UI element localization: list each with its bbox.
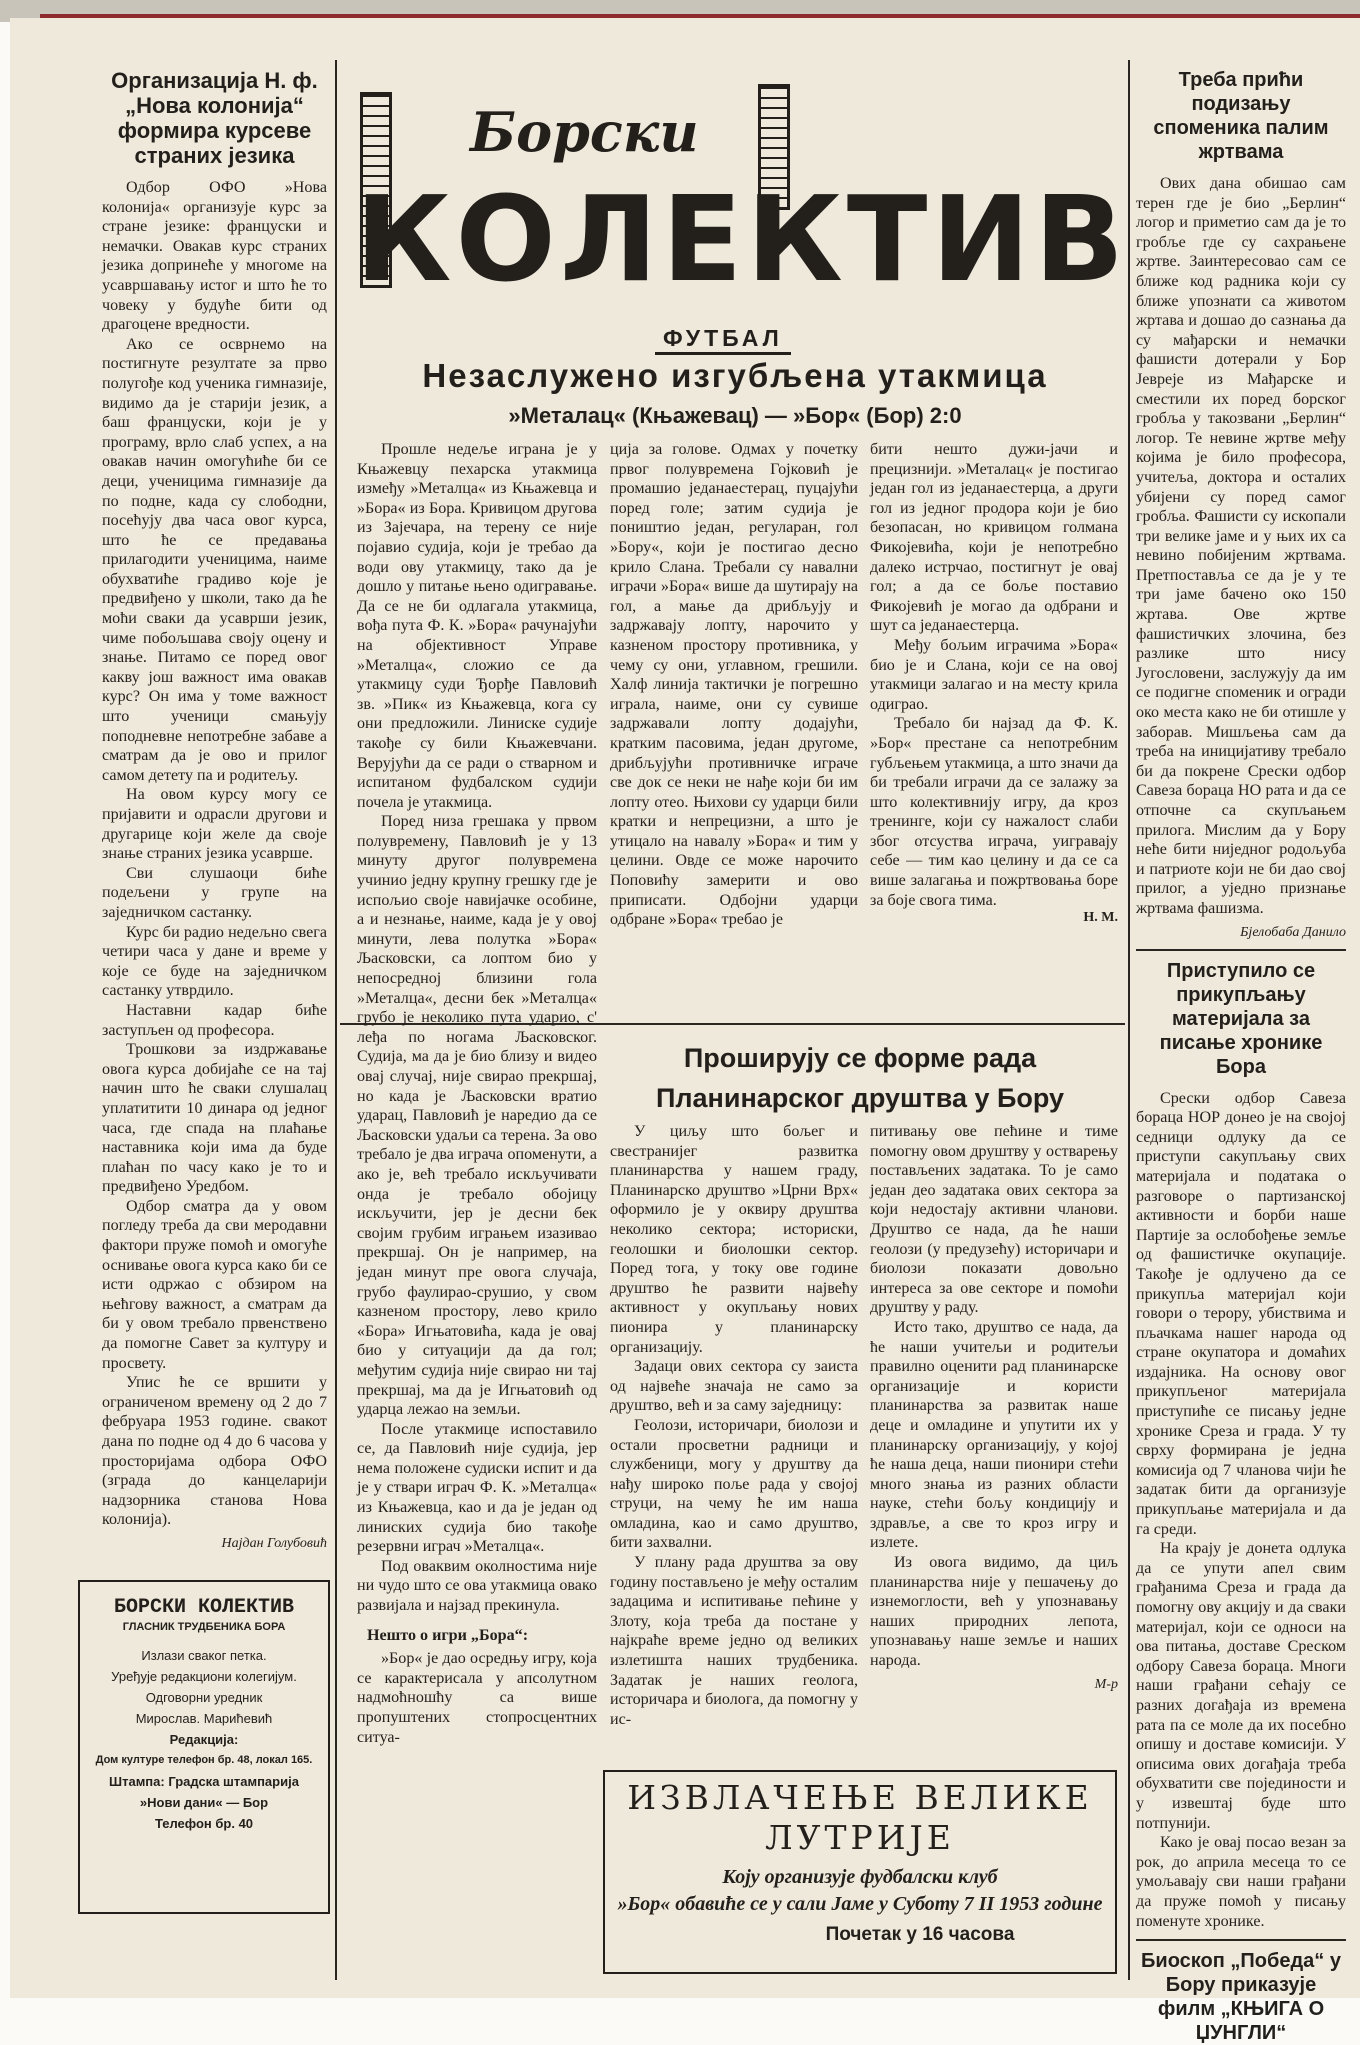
football-column-3 [870,440,1118,1015]
left-article-headline: Организација Н. ф. „Нова колонија“ формира курсеве страних језика [111,68,318,168]
lottery-start-time: Почетак у 16 часова [825,1924,1015,1945]
paragraph: У плану рада друштва за ову годину постављено је међу осталим задацима и испитивање пећине у Злоту, која треба да постане у најкраће време једно од великих излетишта наших трудбеника. Задатак је наших геолога, историчара и биолога, да помогну у ис- [610,1554,858,1728]
paragraph: Међу бољим играчима »Бора« био је и Слана, који се на овој утакмици залагао и на месту крила одиграо. [870,636,1118,713]
paragraph: У циљу што бољег и свестранијег развитка планинарства у нашем граду, Планинарско друштво »Црни Врх« оформило је у оквиру друштва неколико сектора; историски, геолошки и биолошки сектор. Поред тога, у току ове године друштво ће развити највећу активност у окупљању нових пионира у планинарску организацију. [610,1123,858,1356]
paragraph: После утакмице испоставило се, да Павловић није судија, јер нема положене судиски испит и да је у ствари играч Ф. К. »Металца« из Књажевца, као и да је један од линиских судија био такође резервни играч »Металца«. [357,1420,597,1556]
paragraph: Срески одбор Савеза бораца НОР донео је на својој седници одлуку да се приступи сакупљању свих материјала и података о разговоре о партизанској активности и борби наше Партије за ослобођење земље од фашистичке окупације. Такође је одлучено да се прикупља материјал који говори о терору, убиствима и пљачкама нашег народа од стране окупатора и домаћих издајника. На основу овог прикупљеног материјала приступиће се писању једне хронике Среза и града. У ту сврху формирана је једна комисија од 7 чланова чији ће задатак бити да организује прикупљање материјала и да га среди. [1136,1089,1346,1538]
imprint-line: Излази сваког петка. [141,1648,267,1663]
column-rule [335,60,337,1980]
paragraph: Ако се осврнемо на постигнуте резултате за прво полугође код ученика гимназије, видимо да је старији језик, а баш француски, који је у програму, врло слаб успех, а на овакав начин омогућиће би се деци, ученицима гимназије да по подне, када су слободни, посећују два часа овог курса, што ће се предавања прилагодити ученицима, наиме обухватиће градиво које је предвиђено у школи, тако да ће моћи свaки да усаврши језик, чиме побољшава своју оцену и знање. Питамо се поред овог какву још важност има овакав курс? Он има у томе важност што ученици смањују поподневне непотребне забаве а сматрам да је ово и прилог самом детету па и родитељу. [102,335,327,784]
byline: М-р [1094,1676,1118,1692]
masthead-title: КОЛЕКТИВ [355,170,1129,308]
lottery-announcement [603,1770,1117,1974]
byline: Бјелобаба Данило [1240,924,1346,940]
paragraph: Одбор ОФО »Нова колонија« организује курс за стране језике: француски и немачки. Овакав курс страних језика допринеће у многоме на усавршавању истог и што ће то човеку у будуће бити од драгоцене вредности. [102,179,327,334]
imprint-subtitle: ГЛАСНИК ТРУДБЕНИКА БОРА [122,1621,286,1633]
football-headline: Незаслужено изгубљена утакмица [422,357,1048,394]
paragraph: Како је овај посао везан за рок, до априла месеца то се умољавају сви наши грађани да пруже помоћ у писању поменуте хронике. [1136,1834,1346,1930]
monument-headline: Треба прићи подизању споменика палим жртвама [1153,69,1329,163]
paragraph: Ових дана обишао сам терен где је био „Берлин“ логор и приметио сам да је то гробље где су сахрањене жртве. Заинтересовао сам се ближе код радника који су ближе упознати са животом жртава и дошао до сазнања да су мађарски и немачки фашисти дотерали у Бор Јевреје из Мађарске и сместили их поред борског гробља у такозвани „Берлин“ логор. Те невине жртве међу којима је било професора, учитеља, доктора и осталих убијени су поред самог гробља. Фашисти су ископали три велике јаме и у њих их са невино побијеним жртвама. Претпоставља се да је у те три јаме бачено око 150 жртава. Ове жртве фашистичких злочина, без разлике што нису Југословени, заслужују да им се подигне споменик и огради око места како не би отишле у заборав. Мишљења сам да треба на иницијативу требало би да покрене Срески одбор Савеза бораца НО рата и да се отпочне са скупљањем прилога. Мислим да у Бору неће бити ниједног родољуба и патриоте који не би дао свој прилог, а уједно признање жртвама фашизма. [1136,175,1346,917]
masthead-small: Борски [470,100,699,164]
cinema-notice: Биоскоп „Победа“ у Бору приказује филм „КЊИГА О ЏУНГЛИ“ [1141,1950,1341,2045]
paragraph: бити нешто дужи-јачи и прецизнији. »Металац« је постигао један гол из једанаестерца, а други гол из једног продора који је био безопасан, но кривицом голмана Фикојевића, који је непотребно далеко истрчао, постигнут је овај гол; а да се боље поставио Фикојевић је могао да одбрани и шут са једанаестерца. [870,441,1118,635]
paragraph: ција за голове. Одмах у почетку првог полувремена Гојковић је промашио једанаестерац, пуцајући поред голе; затим судија је поништио један, регуларан, гол »Бору«, који је постигао десно крило Слана. Требали су навални играчи »Бора« више да шутирају на гол, а мање да дрибљују и задржавају лопту, нарочито у казненом простору противника, у чему су они, углавном, грешили. Халф линија тактички је погрешно играла, наиме, они су сувише задржавали лопту додајући, кратким пасовима, један другоме, дрибљујући противничке играче све док се неки не нађе који би им лопту отео. Њихови су ударци били кратки и непрецизни, а што је утицало на навалу »Бора« и тим у целини. Овде се може нарочито Поповићу замерити и ово приписати. Одбојни ударци одбране »Бора« требао је [610,441,858,929]
section-rule [1136,949,1346,951]
left-article [102,68,327,1668]
imprint-box [78,1580,330,1914]
hiking-column-2 [870,1122,1118,1762]
hiking-column-1 [610,1122,858,1762]
paragraph: питивању ове пећине и тиме помогну овом друштву у остварењу постављених задатака. То је само један део задатака ових сектора за који недостају активни чланови. Друштво се нада, да ће наши геолози (у предузећу) историчари и биолози показати довољно интереса за ове секторе и помоћи друштву у раду. [870,1123,1118,1317]
imprint-line: Одговорни уредник [145,1690,263,1705]
lottery-line: Коју организује фудбалски клуб [722,1866,998,1888]
lottery-title: ИЗВЛАЧЕЊЕ ВЕЛИКЕ ЛУТРИЈЕ [627,1778,1093,1857]
imprint-line: »Нови дани« — Бор [139,1795,269,1810]
paragraph: »Бор« је дао осредњу игру, која се карактерисала у апсолутном надмоћношћу са више пропуштених стопросцентних ситуа- [357,1650,597,1746]
paragraph: Задаци ових сектора су заиста од највеће значаја не само за друштво, већ и за саму заједницу: [610,1358,858,1415]
subheading: Нешто о игри „Бора“: [367,1626,529,1644]
paragraph: Наставни кадар биће заступљен од професора. [102,1001,327,1039]
byline: Н. М. [1083,910,1118,926]
football-column-2 [610,440,858,1015]
football-column-1 [357,440,597,2000]
paragraph: Упис ће се вршити у ограниченом времену од 2 до 7 фебруара 1953 године. свакот дана по подне од 4 до 6 часова у просторијама одбора ОФО (зграда до канцеларији надзорника станова Нова колонија). [102,1374,327,1529]
imprint-line: Мирослав. Марићевић [135,1711,273,1726]
right-column [1136,68,1346,2045]
imprint-line: Редакција: [169,1732,239,1747]
paragraph: Геолози, историчари, биолози и остали просветни радници и службеници, могу у друштву да нађу широко поље рада у својој струци, на чему ће им наша омладина, као и само друштво, бити захвални. [610,1416,858,1552]
paragraph: Курс би радио недељно свега четири часа у дане и време у које се буде на заједничком састанку утврдило. [102,923,327,1000]
chronicle-headline: Приступило се прикупљању материјала за писање хронике Бора [1159,959,1323,1078]
imprint-line: Уређује редакциони колегијум. [111,1669,297,1684]
byline: Најдан Голубовић [221,1535,327,1551]
paragraph: Под оваквим околностима није ни чудо што се ова утакмица овако развијала и најзад прекинула. [357,1557,597,1615]
paragraph: Трошкови за издржавање овога курса добијаће се на тај начин што ће сваки слушалац уплатитити 10 динара од једног часа, где спада на плаћање наставника који има да буде плаћан по часу како је то и предвиђено Уредбом. [102,1041,327,1196]
section-rule [1136,1939,1346,1941]
paragraph: Требало би најзад да Ф. К. »Бор« престане са непотребним губљењем утакмица, а што значи да би требали играчи да се залажу за што колективнију игру, да кроз тренинге, који су нажалост слаби због отсуства играча, уигравају себе — тим као целину и да се са више залагања и пожртвовања боре за боје свога тима. [870,715,1118,909]
column-rule [1128,60,1130,1980]
section-label: ФУТБАЛ [655,325,791,355]
paragraph: Поред низа грешака у првом полувремену, Павловић је у 13 минуту другог полувремена учинио једну крупну грешку где је испољио своје навијачке особине, а и незнање, наиме, када је у овој минути, лева полутка »Бора« Љасковски, са лоптом био у непосредној близини гола »Металца«, десни бек »Металца« грубо је неколико пута ударио, с' леђа по ногама Љасковског. Судија, ма да је био близу и видео овај случај, није свирао прекршај, но када је Љасковски вратио ударац, Павловић је наредио да се Љасковски удаљи са терена. За ово требало је два играча опоменути, а ако је, већ требало искључивати онда је требало обојицу искључити, јер је десни бек својим грубим играњем изазивао прекршај. Он је например, на један минут пре овога случаја, грубо фаулирао-срушио, у свом казненом простору, лево крило «Бора» Игњатовића, када је овај био у ситуацији да да гол; међутим судија није свирао ни тај прекршај, ма да је Игњатовић од ударца лежао на земљи. [357,813,597,1419]
imprint-line: Дом културе телефон бр. 48, локал 165. [95,1754,313,1766]
paragraph: Из овога видимо, да циљ планинарства није у пешачењу до изнемоглости, већ у упознавању наших природних лепота, упознавању наше земље и наших народа. [870,1554,1118,1670]
paragraph: Одбор сматра да у овом погледу треба да сви меродавни фактори пруже помоћ и омогуће оснивање овога курса како би се исти одржао с обзиром на њећгову важност, а сматрам да би у овом требало првенствено да помогне Савет за културу и просвету. [102,1197,327,1372]
paragraph: На крају је донета одлука да се упути апел свим грађанима Среза и града да помогну ову акцију и да сваки материјал, који се односи на ова питања, доставе Среском одбору Савеза бораца. Многи наши грађани сећају се разних догађаја из времена рата па се моле да их посебно опишу и доставе комисији. У описима ових догађаја треба обухватити све појединости и у извештај буде што потпунији. [1136,1540,1346,1832]
paragraph: Прошле недеље играна је у Књажевцу пехарска утакмица између »Металца« из Књажевца и »Бора« из Бора. Кривицом другова из Зајечара, на терену се није појавио судија, који је требао да води ову утакмицу, тако да је дошло у питање њено одигравање. Да се не би одлагала утакмица, вођа пута Ф. К. »Бора« рачунајући на објективност Управе »Металца«, сложио се да утакмицу суди Ђорђе Павловић зв. »Пик« из Књажевца, кога су они предложили. Линиске судије такође су били Књажевчани. Верујући да се ради о стварном и испитаном фудбалском судији почела је утакмица. [357,441,597,811]
imprint-line: Штампа: Градска штампарија [109,1774,299,1789]
hiking-headline: Проширују се форме рада Планинарског друштва у Бору [655,1043,1065,1113]
paragraph: На овом курсу могу се пријавити и одрасли другови и другарице који желе да своје знање страних језика усаврше. [102,786,327,863]
lottery-line: »Бор« обавиће се у сали Јаме у Суботу 7 II 1953 године [617,1893,1103,1915]
match-score: »Металац« (Књажевац) — »Бор« (Бор) 2:0 [508,403,962,428]
imprint-line: Телефон бр. 40 [154,1816,254,1831]
paragraph: Исто тако, друштво се нада, да ће наши учитељи и родитељи правилно оценити рад планинарске организације и користи планинарства за развитак наше деце и омладине и упутити их у планинарску организацију, у којој ће наша деца, наши пионири стећи много знања из разних области науке, стећи бољу кондицију и здравље, а све то кроз игру и излете. [870,1318,1118,1552]
imprint-title: БОРСКИ КОЛЕКТИВ [113,1596,295,1619]
paragraph: Сви слушаоци биће подељени у групе на заједничком састанку. [102,864,327,921]
